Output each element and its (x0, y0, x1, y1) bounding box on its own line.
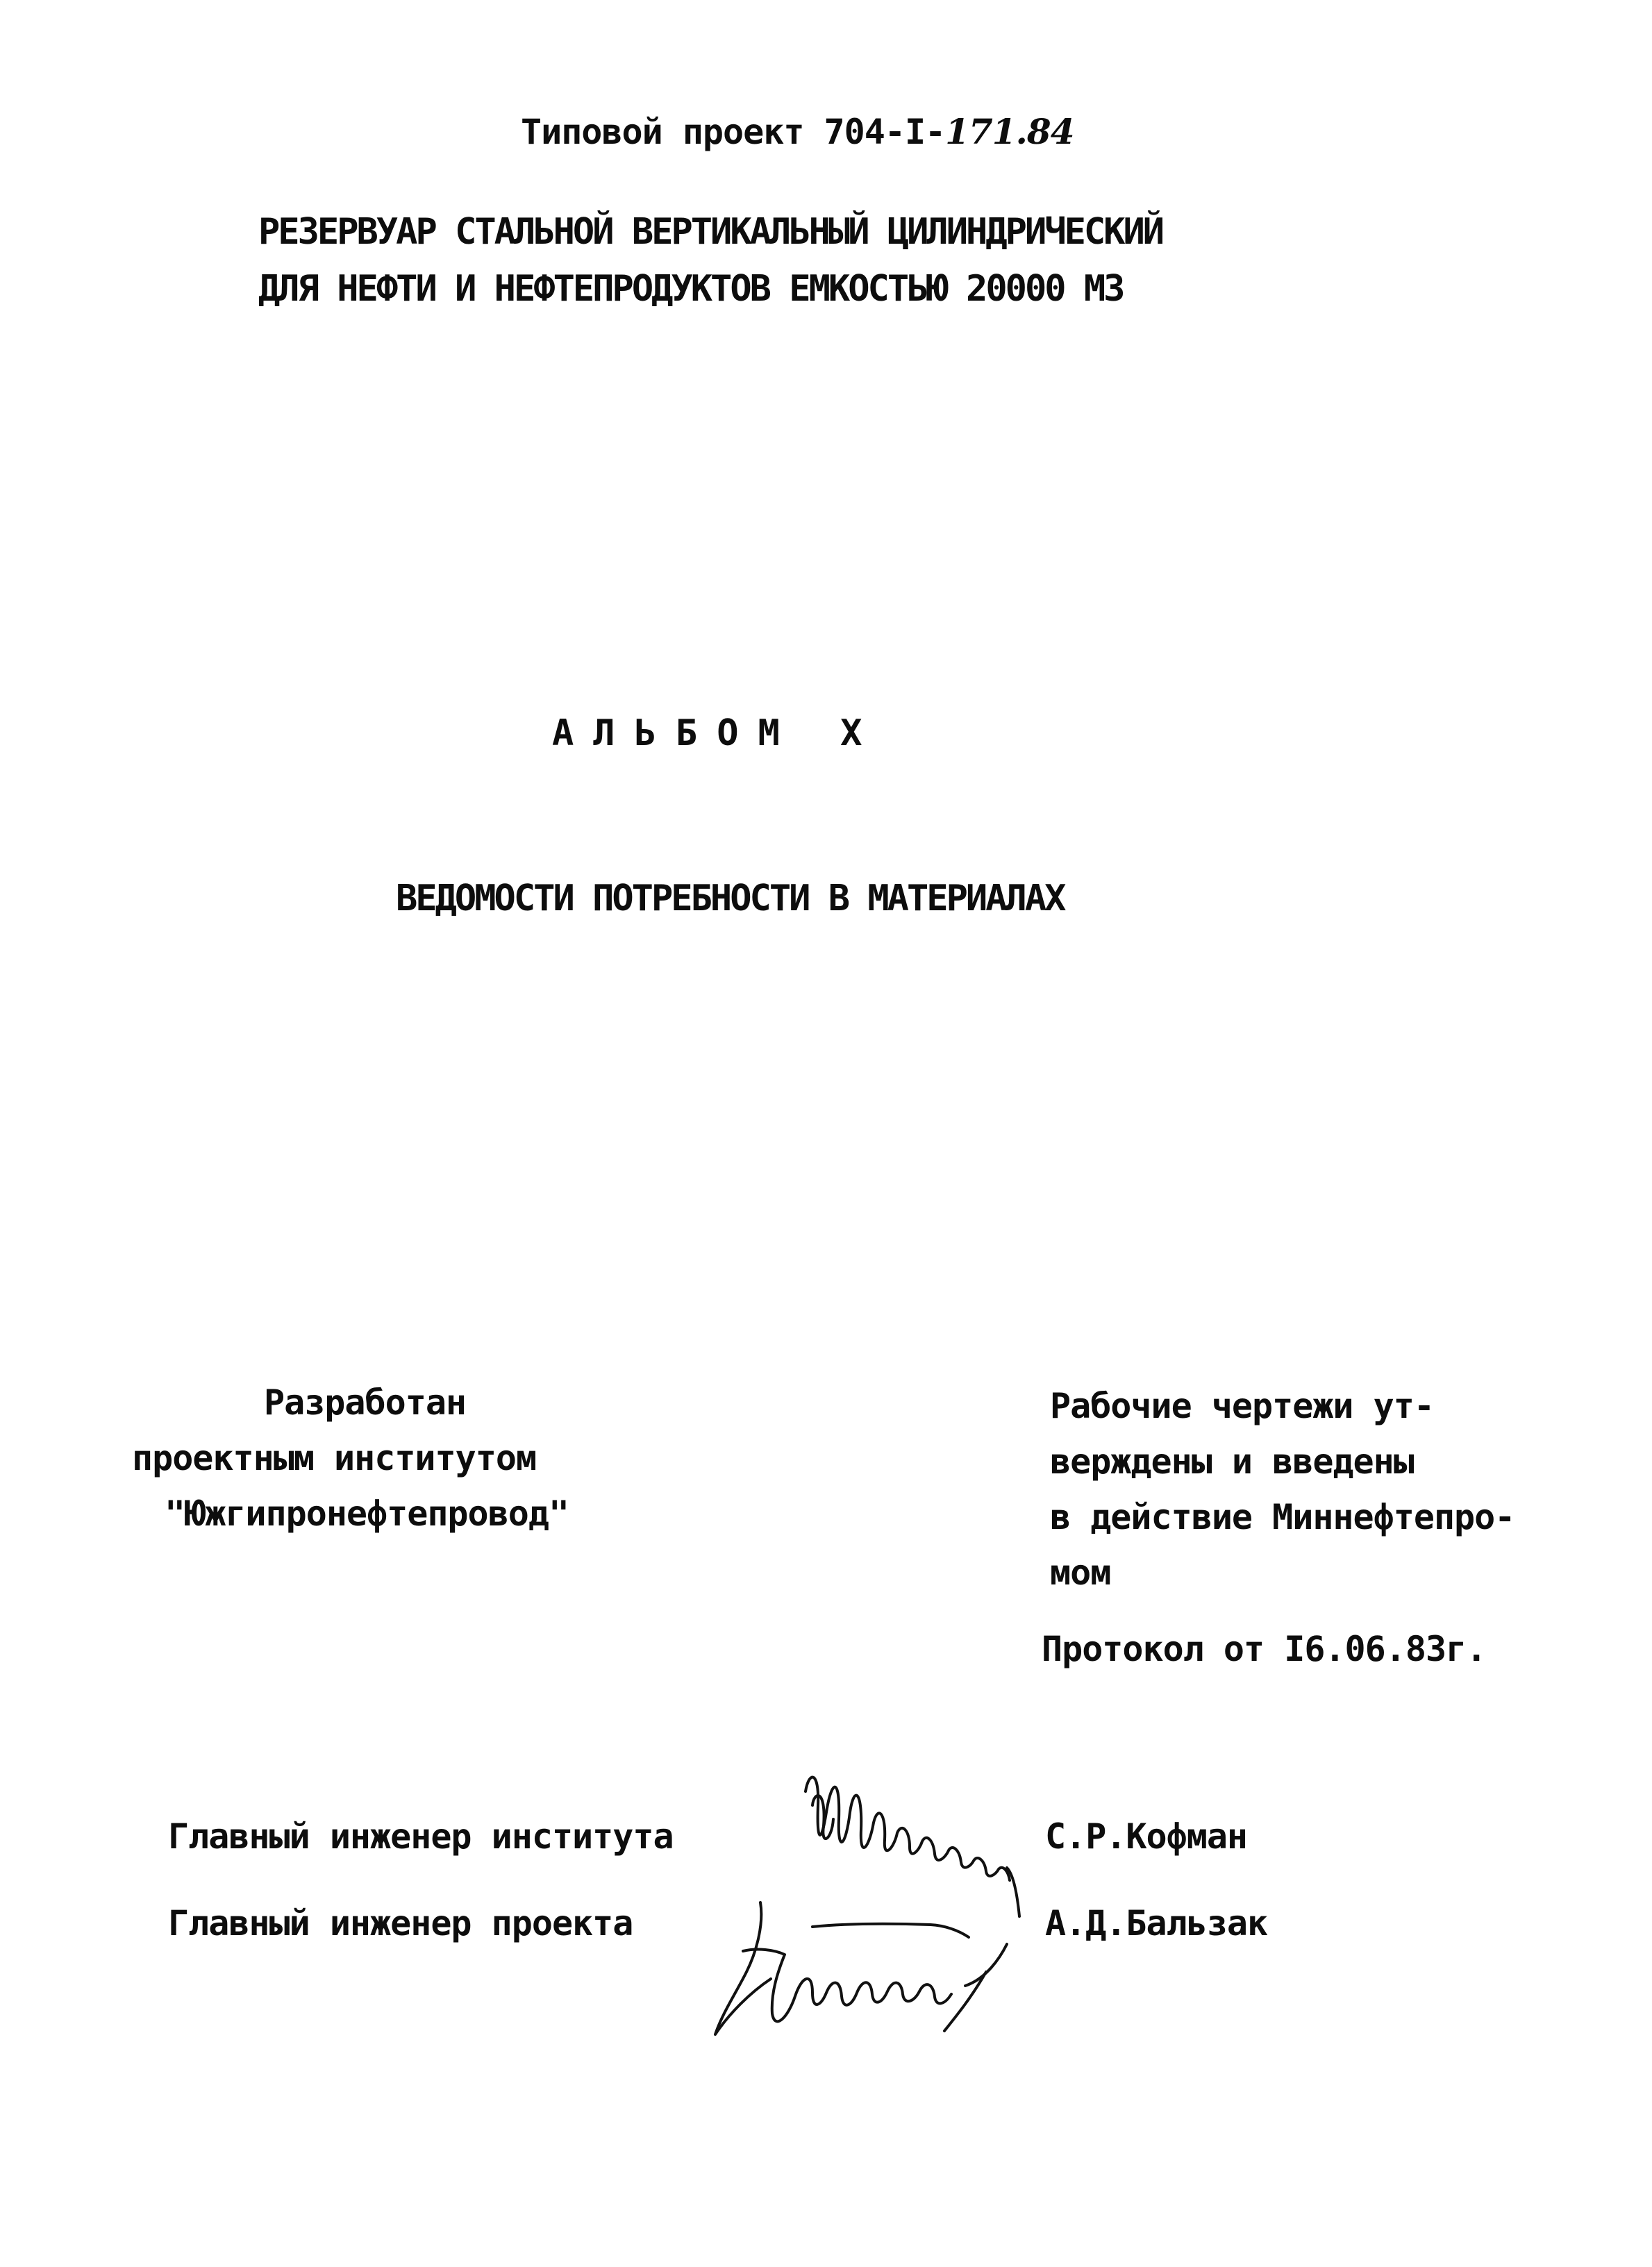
project-number-handwritten: 171.84 (945, 111, 1074, 152)
developer-line-1: Разработан (264, 1382, 467, 1423)
approval-line-1: Рабочие чертежи ут- (1050, 1386, 1434, 1426)
signature-role-2: Главный инженер проекта (168, 1903, 633, 1943)
album-subtitle: ВЕДОМОСТИ ПОТРЕБНОСТИ В МАТЕРИАЛАХ (396, 878, 1065, 919)
document-title-line-2: ДЛЯ НЕФТИ И НЕФТЕПРОДУКТОВ ЕМКОСТЬЮ 20000 МЗ (258, 268, 1124, 310)
protocol-line: Протокол от I6.06.83г. (1042, 1629, 1487, 1669)
project-header (521, 111, 1074, 152)
document-title-line-1: РЕЗЕРВУАР СТАЛЬНОЙ ВЕРТИКАЛЬНЫЙ ЦИЛИНДРИЧЕСКИЙ (258, 211, 1163, 253)
album-label: АЛЬБОМ Х (552, 712, 882, 754)
approval-line-4: мом (1050, 1553, 1111, 1593)
approval-line-2: верждены и введены (1050, 1441, 1414, 1482)
signature-name-1: С.Р.Кофман (1045, 1816, 1248, 1857)
signature-role-1: Главный инженер института (168, 1816, 674, 1857)
developer-line-3: "Южгипронефтепровод" (165, 1494, 569, 1534)
handwritten-signature-2 (708, 1875, 1028, 2062)
signature-name-2: А.Д.Бальзак (1045, 1903, 1268, 1943)
project-label: Типовой проект 704-I- (521, 112, 946, 152)
approval-line-3: в действие Миннефтепро- (1050, 1497, 1515, 1537)
developer-line-2: проектным институтом (132, 1438, 537, 1478)
